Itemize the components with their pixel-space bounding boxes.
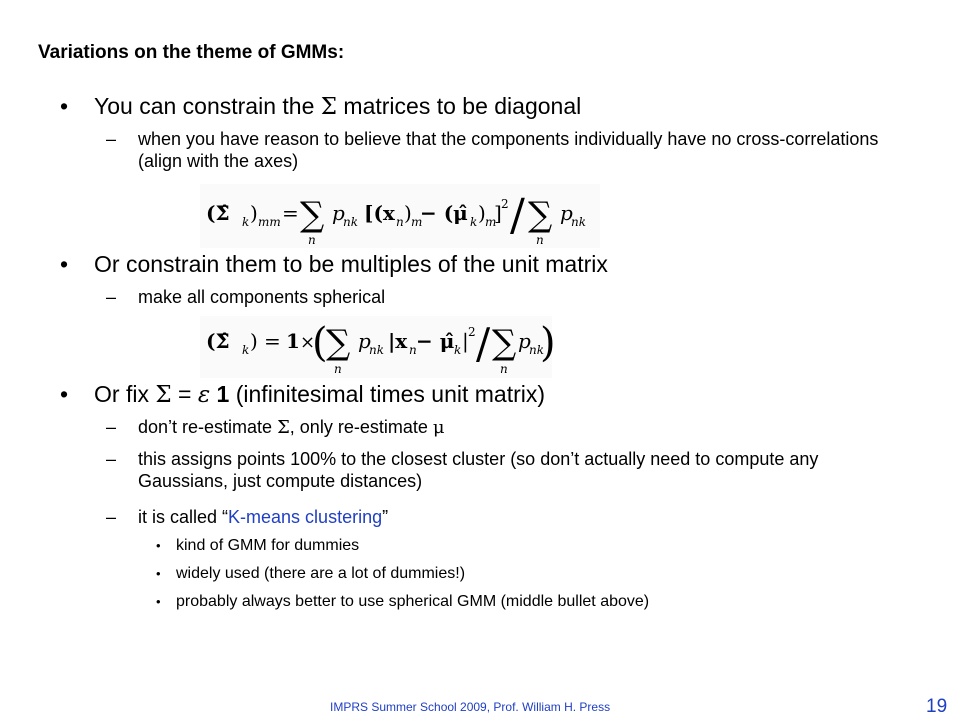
footer-text: IMPRS Summer School 2009, Prof. William H. Press	[330, 700, 611, 714]
eq2-mu-sub: k	[454, 343, 462, 357]
sub-sub-bullet-text: widely used (there are a lot of dummies!)	[176, 565, 466, 582]
eq1-lhs: (Σ̂	[206, 201, 230, 225]
eq1-m-sub2: m	[485, 215, 497, 229]
eq1-sum-index: n	[308, 233, 316, 247]
bullet-text: Or constrain them to be multiples of the unit matrix	[94, 251, 608, 277]
eq1-bracket: [(x	[364, 201, 395, 225]
dash-marker: –	[106, 287, 117, 307]
text-part: it is called “	[138, 507, 229, 527]
mu-symbol: μ	[432, 417, 445, 438]
text-part: don’t re-estimate	[138, 417, 278, 437]
dot-marker: •	[156, 566, 161, 581]
eq1-term2-sub: nk	[571, 215, 586, 229]
bullet-marker: •	[60, 251, 69, 277]
eq1-term: p	[332, 201, 345, 225]
eq1-sum2: ∑	[528, 195, 553, 235]
eq1-mu-close: )	[478, 201, 486, 225]
bullet-marker: •	[60, 381, 69, 407]
bold-one: 1	[210, 381, 230, 407]
eq2-abs-close: |	[462, 329, 469, 353]
eq2-close: )	[540, 320, 556, 366]
slide-title: Variations on the theme of GMMs:	[38, 42, 345, 63]
eq1-lhs-sub2: mm	[258, 215, 281, 229]
eq2-lhs-close: )	[250, 329, 258, 353]
eq2-sum-index: n	[334, 362, 342, 376]
eq2-abs: |x	[388, 329, 408, 353]
eq2-times: ×	[300, 332, 316, 353]
eq1-lhs-close: )	[250, 201, 258, 225]
eq2-sum: ∑	[326, 323, 351, 363]
dash-marker: –	[106, 129, 117, 149]
eq2-x-sub: n	[409, 343, 417, 357]
eq1-sum: ∑	[300, 195, 325, 235]
kmeans-term: K-means clustering	[228, 507, 383, 527]
bullet-text	[94, 380, 545, 409]
text-part: matrices to be diagonal	[337, 93, 582, 119]
text-part: Or fix	[94, 381, 156, 407]
equation-spherical-covariance	[200, 316, 556, 378]
sub-bullet-text: make all components spherical	[138, 287, 386, 307]
sub-bullet-text: this assigns points 100% to the closest cluster (so don’t actually need to compute any Gaussians, just compute distances)	[138, 449, 819, 491]
eq1-lhs-sub: k	[242, 215, 250, 229]
dash-marker: –	[106, 417, 117, 437]
sub-bullet-text	[138, 506, 898, 528]
eq1-sum2-index: n	[536, 233, 544, 247]
eq2-lhs-sub: k	[242, 343, 250, 357]
eq2-sum2-index: n	[500, 362, 508, 376]
eq1-equals: =	[282, 201, 299, 225]
text-part: , only re-estimate	[289, 417, 433, 437]
sigma-symbol: Σ	[277, 417, 290, 438]
eq1-term2: p	[560, 201, 573, 225]
dot-marker: •	[156, 538, 161, 553]
sub-bullet-text	[138, 416, 898, 439]
eq2-open: (	[312, 320, 328, 366]
text-part: (infinitesimal times unit matrix)	[229, 381, 546, 407]
dash-marker: –	[106, 449, 117, 469]
eq1-bracket-close: ]	[494, 201, 502, 225]
eq1-slash: /	[510, 190, 525, 241]
sigma-symbol: Σ	[155, 382, 172, 408]
sub-sub-bullet-text: kind of GMM for dummies	[176, 537, 360, 554]
dot-marker: •	[156, 594, 161, 609]
eq2-equals: =	[264, 329, 281, 353]
eq1-mu-sub: k	[470, 215, 478, 229]
eq1-minus: − (μ̂	[420, 201, 468, 225]
eq2-one: 1	[286, 329, 300, 353]
text-part: ”	[382, 507, 389, 527]
dash-marker: –	[106, 507, 117, 527]
eq2-term2: p	[518, 329, 531, 353]
eq1-sq: 2	[501, 197, 509, 211]
eq1-x-sub: n	[396, 215, 404, 229]
eq2-term: p	[358, 329, 371, 353]
epsilon-symbol: ε	[197, 382, 211, 408]
eq2-minus: − μ̂	[416, 329, 455, 353]
eq2-sum2: ∑	[492, 323, 517, 363]
eq2-term-sub: nk	[369, 343, 384, 357]
sigma-symbol: Σ	[320, 94, 338, 120]
eq1-m-sub: m	[411, 215, 423, 229]
text-part: You can constrain the	[94, 93, 321, 119]
bullet-marker: •	[60, 93, 69, 119]
sub-sub-bullet-text: probably always better to use spherical GMM (middle bullet above)	[176, 593, 650, 610]
eq1-term-sub: nk	[343, 215, 358, 229]
eq2-lhs: (Σ̂	[206, 329, 230, 353]
text-part: =	[171, 381, 198, 407]
bullet-text	[94, 92, 581, 121]
page-number: 19	[926, 696, 948, 717]
eq2-sq: 2	[468, 325, 476, 339]
eq2-term2-sub: nk	[529, 343, 544, 357]
equation-diagonal-covariance	[200, 184, 600, 248]
eq2-slash: /	[476, 319, 491, 368]
sub-bullet-text: when you have reason to believe that the components individually have no cross-correlations (align with the axes)	[138, 129, 879, 171]
eq1-minus-part: )	[404, 201, 412, 225]
